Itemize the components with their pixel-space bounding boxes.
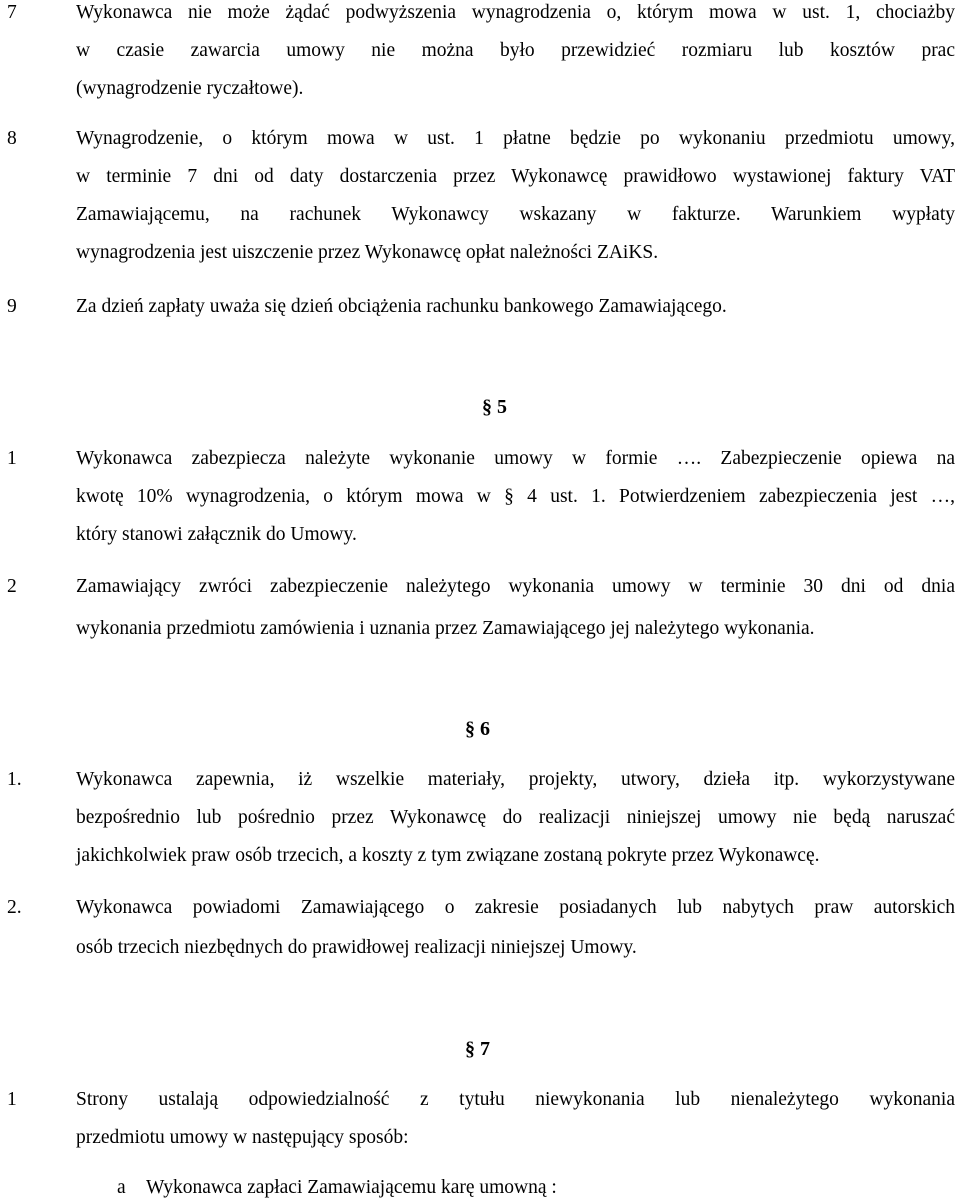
paragraph-number: 2 [7, 576, 17, 597]
paragraph-line: Wykonawca powiadomi Zamawiającego o zakresie posiadanych lub nabytych praw autorskich [76, 897, 955, 918]
paragraph-line: wykonania przedmiotu zamówienia i uznania przez Zamawiającego jej należytego wykonania. [76, 618, 815, 639]
paragraph-line: w czasie zawarcia umowy nie można było przewidzieć rozmiaru lub kosztów prac [76, 40, 955, 61]
paragraph-line: Zamawiającemu, na rachunek Wykonawcy wskazany w fakturze. Warunkiem wypłaty [76, 204, 955, 225]
section-heading-5: § 5 [482, 396, 507, 418]
paragraph-line: Strony ustalają odpowiedzialność z tytułu niewykonania lub nienależytego wykonania [76, 1089, 955, 1110]
paragraph-number: 9 [7, 296, 17, 317]
paragraph-number: 1 [7, 448, 17, 469]
paragraph-number: 2. [7, 897, 22, 918]
paragraph-line: przedmiotu umowy w następujący sposób: [76, 1127, 409, 1148]
paragraph-line: który stanowi załącznik do Umowy. [76, 524, 357, 545]
paragraph-line: Zamawiający zwróci zabezpieczenie należytego wykonania umowy w terminie 30 dni od dnia [76, 576, 955, 597]
section-heading-7: § 7 [465, 1038, 490, 1060]
subitem-letter: a [117, 1177, 126, 1198]
paragraph-number: 1 [7, 1089, 17, 1110]
paragraph-line: Wykonawca zabezpiecza należyte wykonanie umowy w formie …. Zabezpieczenie opiewa na [76, 448, 955, 469]
paragraph-line: Wynagrodzenie, o którym mowa w ust. 1 płatne będzie po wykonaniu przedmiotu umowy, [76, 128, 955, 149]
paragraph-line: jakichkolwiek praw osób trzecich, a koszty z tym związane zostaną pokryte przez Wykonawcę. [76, 845, 820, 866]
paragraph-line: (wynagrodzenie ryczałtowe). [76, 78, 304, 99]
paragraph-line: osób trzecich niezbędnych do prawidłowej realizacji niniejszej Umowy. [76, 937, 637, 958]
paragraph-number: 1. [7, 769, 22, 790]
section-heading-6: § 6 [465, 718, 490, 740]
paragraph-line: Wykonawca zapewnia, iż wszelkie materiały, projekty, utwory, dzieła itp. wykorzystywane [76, 769, 955, 790]
paragraph-line: kwotę 10% wynagrodzenia, o którym mowa w § 4 ust. 1. Potwierdzeniem zabezpieczenia jest …, [76, 486, 955, 507]
paragraph-line: Za dzień zapłaty uważa się dzień obciążenia rachunku bankowego Zamawiającego. [76, 296, 727, 317]
paragraph-number: 8 [7, 128, 17, 149]
paragraph-line: Wykonawca nie może żądać podwyższenia wynagrodzenia o, którym mowa w ust. 1, chociażby [76, 2, 955, 23]
paragraph-line: w terminie 7 dni od daty dostarczenia przez Wykonawcę prawidłowo wystawionej faktury VAT [76, 166, 955, 187]
paragraph-line: bezpośrednio lub pośrednio przez Wykonawcę do realizacji niniejszej umowy nie będą naruszać [76, 807, 955, 828]
paragraph-line: wynagrodzenia jest uiszczenie przez Wykonawcę opłat należności ZAiKS. [76, 242, 659, 263]
paragraph-number: 7 [7, 2, 17, 23]
subitem-text: Wykonawca zapłaci Zamawiającemu karę umowną : [146, 1177, 557, 1198]
